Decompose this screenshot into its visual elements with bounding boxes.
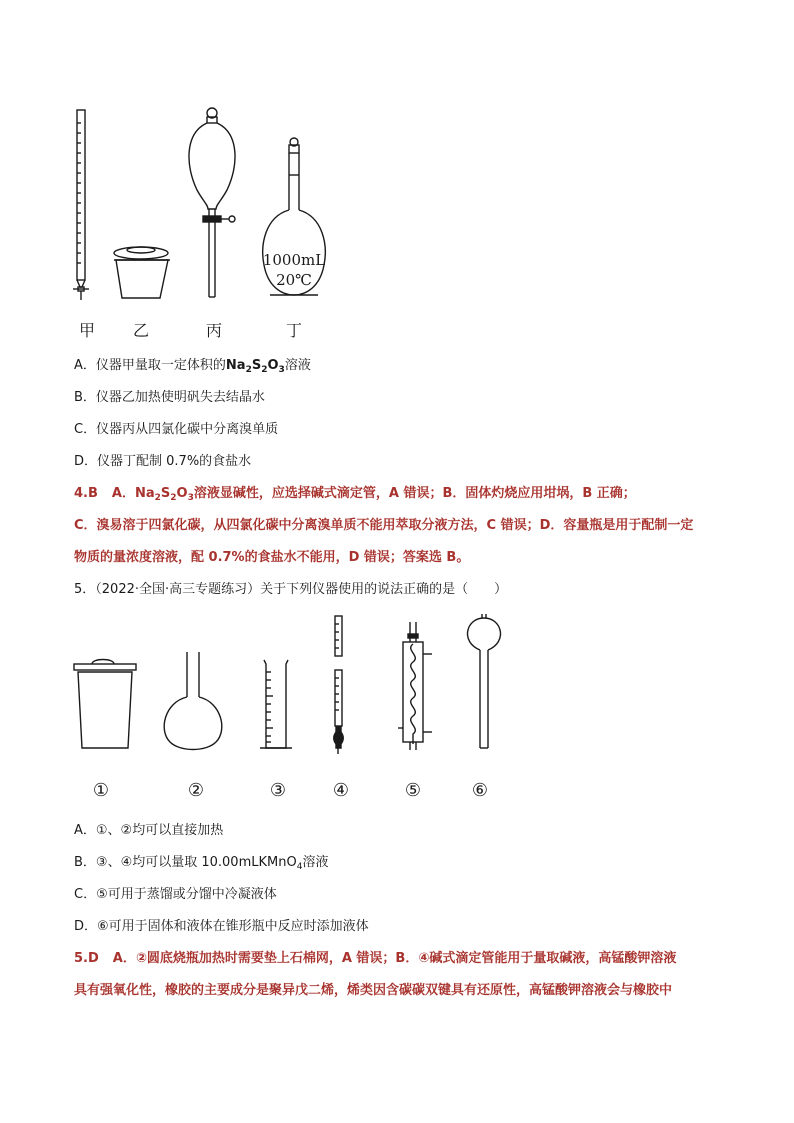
acid-burette-drawing [73,110,89,300]
answer-5-tag: 5.D [74,951,99,966]
label-4: ④ [332,780,350,801]
separatory-funnel-drawing [189,108,235,297]
condenser-drawing [398,622,432,750]
flask-temperature-text: 20℃ [276,271,312,289]
label-yi: 乙 [132,321,149,340]
question-5-stem: 5．（2022·全国·高三专题练习）关于下列仪器使用的说法正确的是（ ） [74,582,508,597]
base-burette-drawing [334,616,344,754]
q4-option-b: B．仪器乙加热使明矾失去结晶水 [74,390,265,405]
crucible-drawing [114,247,170,298]
formula-na2s2o3-answer: $Na_2S_2O_3$ [134,486,194,503]
label-3: ③ [269,780,287,801]
q5-option-c: C．⑤可用于蒸馏或分馏中冷凝液体 [74,887,277,902]
label-bing: 丙 [205,321,222,340]
answer-4-line-2: C．溴易溶于四氯化碳，从四氯化碳中分离溴单质不能用萃取分液方法，C 错误；D．容量瓶是用于配制一定 [74,518,694,533]
round-bottom-flask-drawing [164,652,222,750]
label-5: ⑤ [404,780,422,801]
label-jia: 甲 [78,321,95,340]
answer-5-line-2: 具有强氧化性，橡胶的主要成分是聚异戊二烯，烯类因含碳碳双键具有还原性，高锰酸钾溶液会与橡胶中 [74,983,673,998]
q4-option-a: A．仪器甲量取一定体积的$Na_2S_2O_3$溶液 [74,358,311,375]
graduated-cylinder-drawing [260,660,292,748]
label-1: ① [92,780,110,801]
label-2: ② [187,780,205,801]
label-ding: 丁 [285,321,302,340]
q5-option-b: B．③、④均可以量取 10.00mLKMnO$_4$溶液 [74,855,329,872]
lidded-container-drawing [74,660,136,749]
apparatus-figure-1 [60,105,360,345]
apparatus-figure-2 [60,612,530,762]
long-neck-funnel-drawing [468,614,501,748]
answer-4-line-1: 4.B A．$Na_2S_2O_3$溶液显碱性，应选择碱式滴定管，A 错误；B．固体灼烧应用坩埚，B 正确； [74,486,636,503]
flask-volume-text: 1000mL [262,251,326,269]
q5-option-d: D．⑥可用于固体和液体在锥形瓶中反应时添加液体 [74,919,369,934]
answer-4-line-3: 物质的量浓度溶液，配 0.7%的食盐水不能用，D 错误；答案选 B。 [74,550,470,565]
answer-5-line-1: 5.D A．②圆底烧瓶加热时需要垫上石棉网，A 错误；B．④碱式滴定管能用于量取碱液，高锰酸钾溶液 [74,951,677,966]
q5-option-a: A．①、②均可以直接加热 [74,823,224,838]
answer-4-tag: 4.B [74,486,98,501]
q4-option-c: C．仪器丙从四氯化碳中分离溴单质 [74,422,279,437]
formula-na2s2o3: $Na_2S_2O_3$ [225,358,285,375]
q4-option-d: D．仪器丁配制 0.7%的食盐水 [74,454,252,469]
label-6: ⑥ [471,780,489,801]
